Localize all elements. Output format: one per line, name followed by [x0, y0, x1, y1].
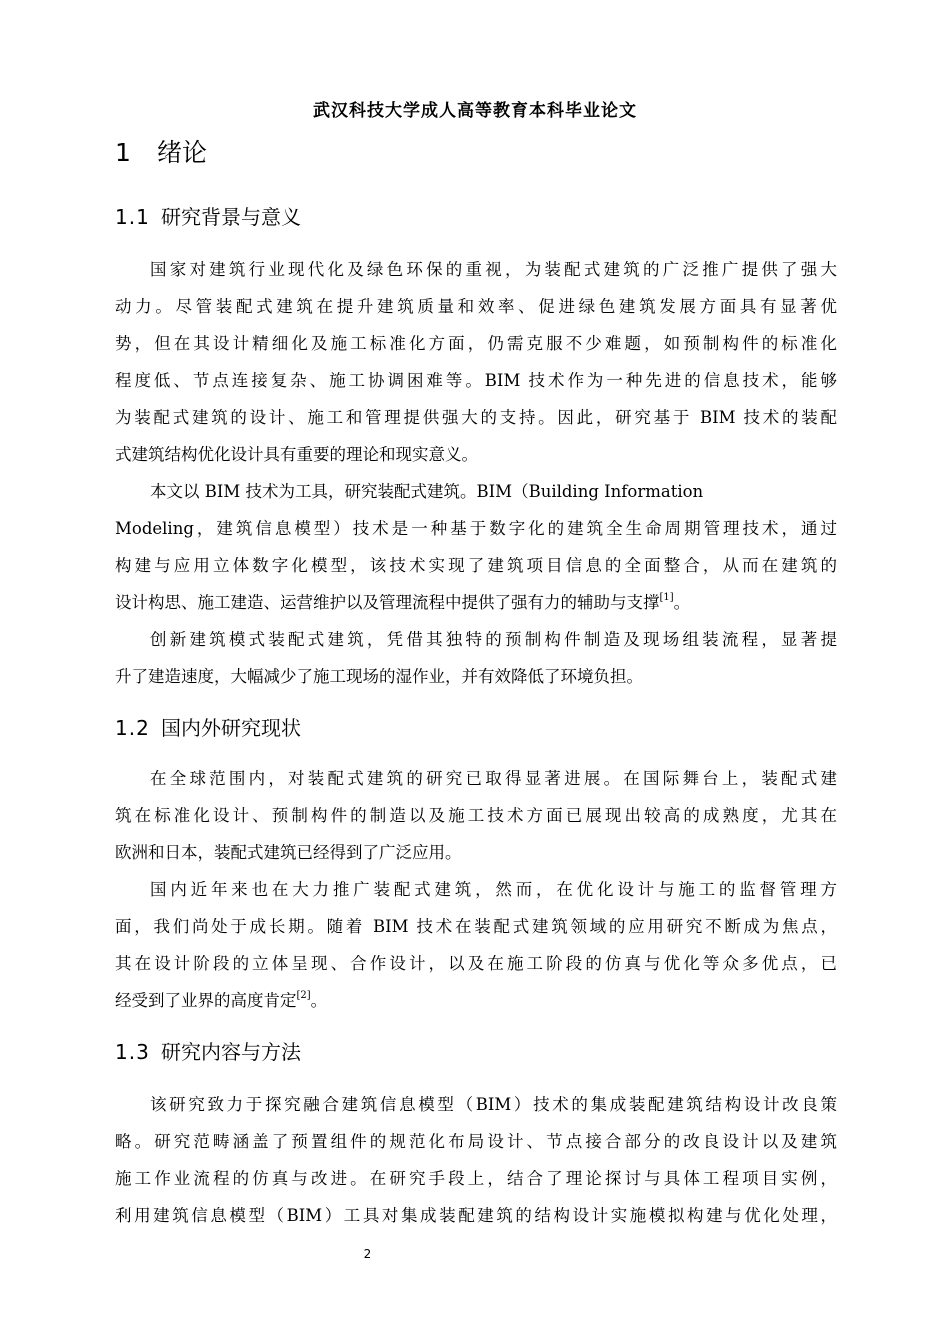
- text-line: 式建筑结构优化设计具有重要的理论和现实意义。: [115, 445, 478, 464]
- section-number: 1.3: [115, 1040, 150, 1064]
- text-line: 升了建造速度，大幅减少了施工现场的湿作业，并有效降低了环境负担。: [115, 667, 643, 686]
- text-line: 程度低、节点连接复杂、施工协调困难等。BIM 技术作为一种先进的信息技术，能够: [115, 371, 837, 390]
- text-line: 本文以 BIM 技术为工具，研究装配式建筑。BIM（Building Information: [150, 482, 704, 501]
- section-heading: [115, 202, 301, 232]
- section-number: 1.1: [115, 205, 150, 229]
- text-line: 在全球范围内，对装配式建筑的研究已取得显著进展。在国际舞台上，装配式建: [150, 769, 837, 788]
- text-line: 动力。尽管装配式建筑在提升建筑质量和效率、促进绿色建筑发展方面具有显著优: [115, 297, 837, 316]
- text-line: 欧洲和日本，装配式建筑已经得到了广泛应用。: [115, 843, 462, 862]
- text-segment: 经受到了业界的高度肯定: [115, 991, 297, 1010]
- section-heading: [115, 1037, 301, 1067]
- text-line: 创新建筑模式装配式建筑，凭借其独特的预制构件制造及现场组装流程，显著提: [150, 630, 837, 649]
- text-line: 利用建筑信息模型（BIM）工具对集成装配建筑的结构设计实施模拟构建与优化处理，: [115, 1206, 837, 1225]
- paragraph: [115, 871, 837, 1019]
- text-line: 势，但在其设计精细化及施工标准化方面，仍需克服不少难题，如预制构件的标准化: [115, 334, 837, 353]
- paragraph: [115, 473, 837, 621]
- text-line: 筑在标准化设计、预制构件的制造以及施工技术方面已展现出较高的成熟度，尤其在: [115, 806, 837, 825]
- chapter-number: 1: [115, 138, 131, 167]
- text-line: 面，我们尚处于成长期。随着 BIM 技术在装配式建筑领域的应用研究不断成为焦点，: [115, 917, 837, 936]
- citation-ref: [1]: [659, 592, 674, 603]
- running-header: 武汉科技大学成人高等教育本科毕业论文: [313, 101, 637, 121]
- text-line: 略。研究范畴涵盖了预置组件的规范化布局设计、节点接合部分的改良设计以及建筑: [115, 1132, 837, 1151]
- text-segment: 。: [673, 593, 691, 612]
- text-line: 该研究致力于探究融合建筑信息模型（BIM）技术的集成装配建筑结构设计改良策: [150, 1095, 837, 1114]
- text-line: 构建与应用立体数字化模型，该技术实现了建筑项目信息的全面整合，从而在建筑的: [115, 556, 837, 575]
- section-title: 研究内容与方法: [161, 1040, 301, 1064]
- section-title: 研究背景与意义: [161, 205, 301, 229]
- text-line: [115, 982, 837, 1019]
- text-segment: 。: [310, 991, 328, 1010]
- chapter-heading: [115, 136, 207, 170]
- section-heading: [115, 713, 301, 743]
- chapter-title: 绪论: [157, 138, 208, 167]
- paragraph: [115, 251, 837, 473]
- page-number: 2: [363, 1247, 372, 1261]
- section-title: 国内外研究现状: [161, 716, 301, 740]
- text-line: 施工作业流程的仿真与改进。在研究手段上，结合了理论探讨与具体工程项目实例，: [115, 1169, 837, 1188]
- text-line: [115, 584, 837, 621]
- paragraph: [115, 621, 837, 695]
- text-line: Modeling，建筑信息模型）技术是一种基于数字化的建筑全生命周期管理技术，通过: [115, 519, 837, 538]
- text-line: 国家对建筑行业现代化及绿色环保的重视，为装配式建筑的广泛推广提供了强大: [150, 260, 837, 279]
- text-segment: 设计构思、施工建造、运营维护以及管理流程中提供了强有力的辅助与支撑: [115, 593, 660, 612]
- citation-ref: [2]: [296, 990, 311, 1001]
- section-number: 1.2: [115, 716, 150, 740]
- paragraph: [115, 760, 837, 871]
- text-line: 其在设计阶段的立体呈现、合作设计，以及在施工阶段的仿真与优化等众多优点，已: [115, 954, 837, 973]
- text-line: 国内近年来也在大力推广装配式建筑，然而，在优化设计与施工的监督管理方: [150, 880, 837, 899]
- paragraph: [115, 1086, 837, 1234]
- text-line: 为装配式建筑的设计、施工和管理提供强大的支持。因此，研究基于 BIM 技术的装配: [115, 408, 837, 427]
